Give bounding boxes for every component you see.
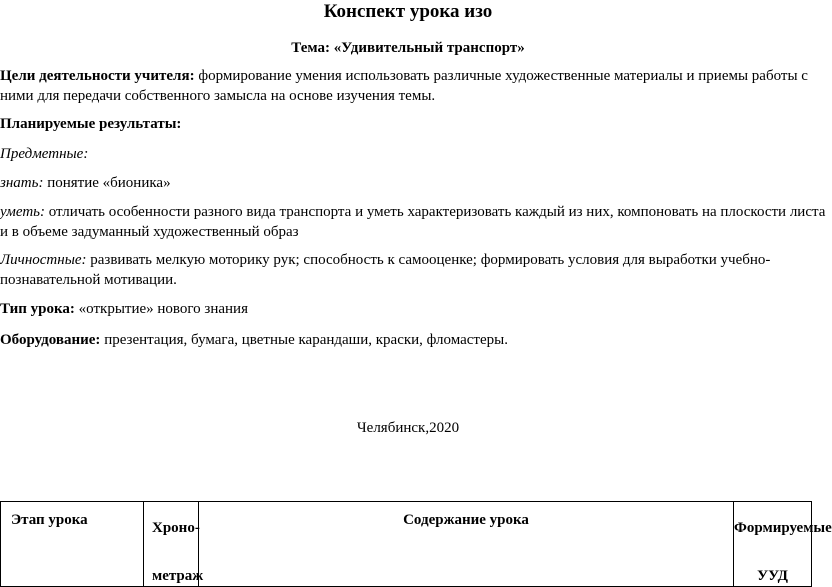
goals-label: Цели деятельности учителя: <box>0 68 195 84</box>
lesson-plan-table <box>0 501 832 587</box>
lesson-topic: Тема: «Удивительный транспорт» <box>291 40 525 56</box>
can-text-line1: отличать особенности разного вида транспорта и уметь характеризовать каждый из них, компоновать на плоскости листа <box>44 204 826 220</box>
planned-results-heading: Планируемые результаты: <box>0 116 182 132</box>
personal-item <box>0 250 770 270</box>
city-year: Челябинск,2020 <box>356 420 460 436</box>
header-stage: Этап урока <box>1 502 144 587</box>
document-title: Конспект урока изо <box>323 1 493 22</box>
know-label: знать: <box>0 175 44 191</box>
equipment-text: презентация, бумага, цветные карандаши, краски, фломастеры. <box>100 332 508 348</box>
lesson-type-label: Тип урока: <box>0 301 75 317</box>
equipment-label: Оборудование: <box>0 332 101 348</box>
subject-results-label: Предметные: <box>0 146 89 162</box>
lesson-type <box>0 299 248 319</box>
goals-paragraph <box>0 66 808 86</box>
can-label: уметь: <box>0 204 45 220</box>
equipment <box>0 330 508 350</box>
know-text: понятие «бионика» <box>43 175 171 191</box>
personal-text-line2: познавательной мотивации. <box>0 272 177 288</box>
personal-text-line1: развивать мелкую моторику рук; способность к самооценке; формировать условия для выработки учебно- <box>86 252 771 268</box>
header-content: Содержание урока <box>199 502 734 587</box>
can-item <box>0 202 825 222</box>
goals-text-line1: формирование умения использовать различные художественные материалы и приемы работы с <box>194 68 808 84</box>
header-timing: Хроно- метраж <box>144 502 199 587</box>
header-uud: Формируемые УУД <box>734 502 812 587</box>
table-header-row <box>1 502 812 587</box>
lesson-type-text: «открытие» нового знания <box>74 301 248 317</box>
know-item <box>0 173 171 193</box>
personal-label: Личностные: <box>0 252 87 268</box>
goals-text-line2: ними для передачи собственного замысла на основе изучения темы. <box>0 88 436 104</box>
can-text-line2: и в объеме задуманный художественный образ <box>0 224 299 240</box>
